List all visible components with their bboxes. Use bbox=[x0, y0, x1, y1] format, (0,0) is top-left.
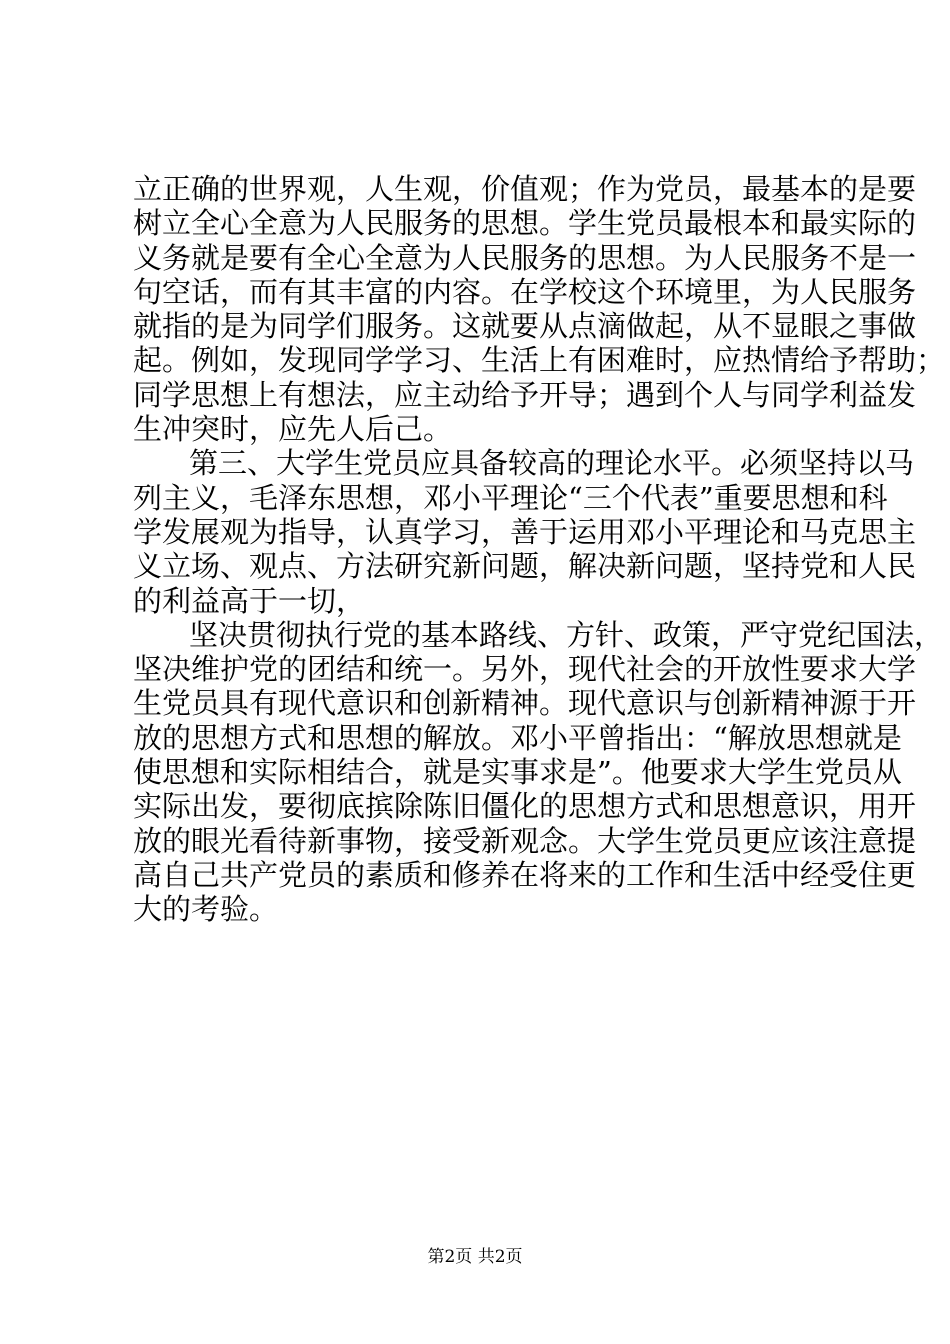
page-number: 第2页 共2页 bbox=[427, 1247, 523, 1267]
text-line: 就指的是为同学们服务。这就要从点滴做起，从不显眼之事做 bbox=[133, 309, 917, 344]
text-line: 句空话，而有其丰富的内容。在学校这个环境里，为人民服务 bbox=[133, 274, 917, 309]
text-line: 大的考验。 bbox=[133, 892, 279, 927]
text-line: 生冲突时，应先人后己。 bbox=[133, 412, 453, 447]
text-line: 生党员具有现代意识和创新精神。现代意识与创新精神源于开 bbox=[133, 686, 917, 721]
text-line: 义务就是要有全心全意为人民服务的思想。为人民服务不是一 bbox=[133, 240, 917, 275]
text-line: 义立场、观点、方法研究新问题，解决新问题，坚持党和人民 bbox=[133, 549, 917, 584]
text-line: 的利益高于一切， bbox=[133, 583, 366, 618]
paragraph-start-line: 坚决贯彻执行党的基本路线、方针、政策，严守党纪国法， bbox=[189, 617, 944, 652]
text-line: 使思想和实际相结合，就是实事求是”。他要求大学生党员从 bbox=[133, 755, 902, 790]
text-line: 实际出发，要彻底摈除陈旧僵化的思想方式和思想意识，用开 bbox=[133, 789, 917, 824]
text-line: 立正确的世界观，人生观，价值观；作为党员，最基本的是要 bbox=[133, 172, 917, 206]
document-body bbox=[133, 172, 946, 927]
text-line: 树立全心全意为人民服务的思想。学生党员最根本和最实际的 bbox=[133, 206, 917, 241]
text-line: 列主义，毛泽东思想，邓小平理论“三个代表”重要思想和科 bbox=[133, 480, 888, 515]
text-line: 起。例如，发现同学学习、生活上有困难时，应热情给予帮助； bbox=[133, 343, 946, 378]
text-line: 学发展观为指导，认真学习，善于运用邓小平理论和马克思主 bbox=[133, 514, 917, 549]
text-line: 放的眼光看待新事物，接受新观念。大学生党员更应该注意提 bbox=[133, 823, 917, 858]
text-line: 坚决维护党的团结和统一。另外，现代社会的开放性要求大学 bbox=[133, 652, 917, 687]
text-line: 放的思想方式和思想的解放。邓小平曾指出：“解放思想就是 bbox=[133, 720, 902, 755]
page-footer bbox=[0, 1246, 950, 1268]
text-line: 同学思想上有想法，应主动给予开导；遇到个人与同学利益发 bbox=[133, 377, 917, 412]
paragraph-start-line: 第三、大学生党员应具备较高的理论水平。必须坚持以马 bbox=[189, 446, 915, 481]
text-line: 高自己共产党员的素质和修养在将来的工作和生活中经受住更 bbox=[133, 857, 917, 892]
